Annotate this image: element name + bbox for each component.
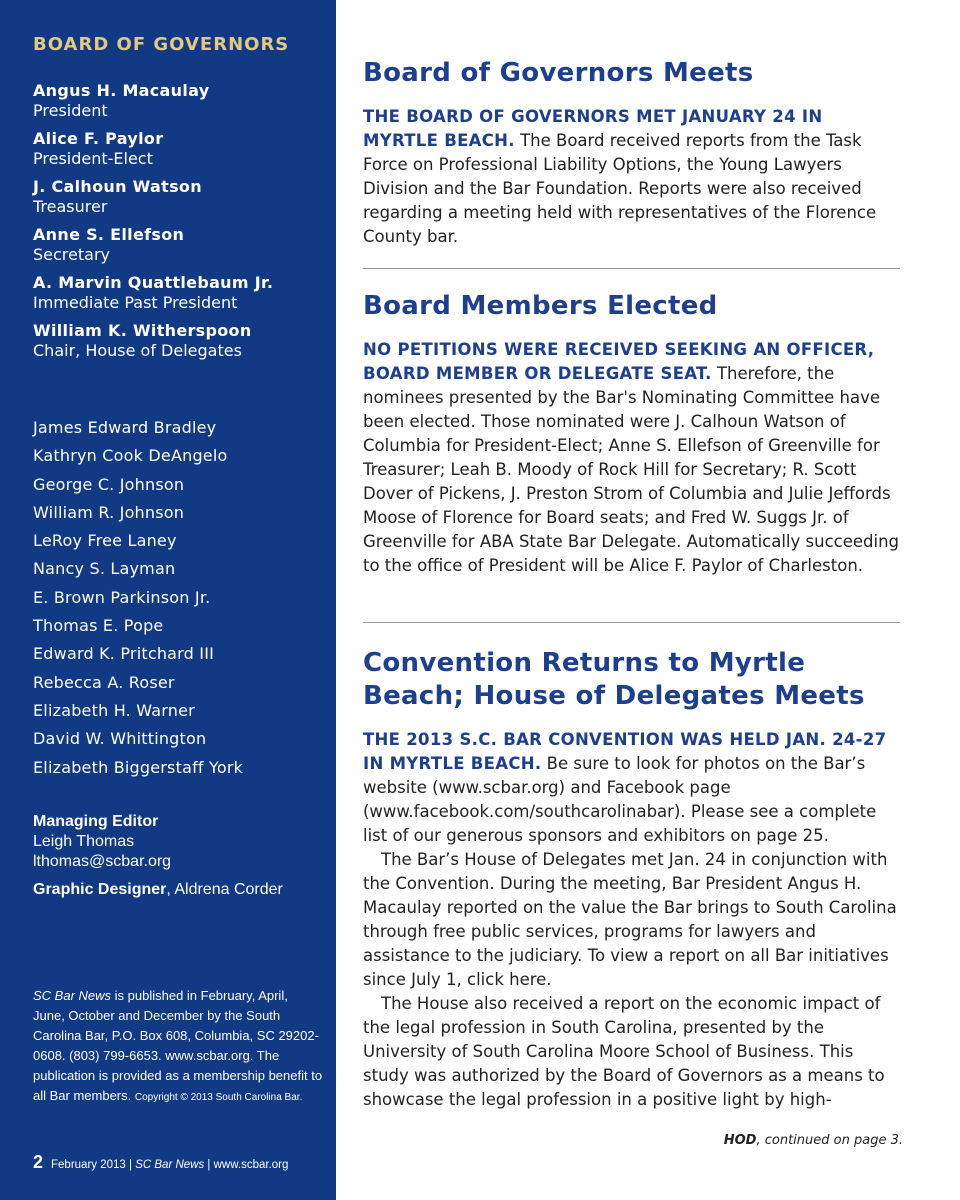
article-convention — [363, 647, 901, 1112]
article-title: Convention Returns to Myrtle Beach; House of Delegates Meets — [363, 648, 865, 711]
officer-item — [33, 321, 323, 361]
article-body — [363, 728, 901, 848]
member-name: David W. Whittington — [33, 729, 207, 749]
article-text: The Board received reports from the Task Force on Professional Liability Options, the Young Lawyers Division and the Bar Foundation. Reports were also received regarding a meeting held with representatives of the Florence County bar. — [363, 131, 877, 246]
divider — [363, 268, 900, 269]
officer-role: Chair, House of Delegates — [33, 341, 242, 360]
graphic-designer-label: Graphic Designer — [33, 881, 167, 898]
officer-name: William K. Witherspoon — [33, 321, 252, 340]
footer-date: February 2013 | — [51, 1159, 136, 1171]
officer-name: Alice F. Paylor — [33, 129, 164, 148]
member-name: LeRoy Free Laney — [33, 531, 177, 551]
member-name: Elizabeth Biggerstaff York — [33, 757, 244, 777]
member-name: Rebecca A. Roser — [33, 672, 175, 692]
divider — [363, 622, 900, 623]
managing-editor-name: Leigh Thomas — [33, 833, 135, 850]
continued-bold: HOD — [723, 1133, 757, 1148]
managing-editor-label: Managing Editor — [33, 813, 159, 830]
officer-item — [33, 177, 323, 217]
officer-name: Anne S. Ellefson — [33, 225, 185, 244]
page-number: 2 — [33, 1152, 44, 1172]
article-text: Be sure to look for photos on the Bar’s website (www.scbar.org) and Facebook page (www.facebook.com/southcarolinabar). Please see a complete list of our generous sponsors and exhibitors on page 25. — [363, 754, 877, 845]
officer-item — [33, 129, 323, 169]
members-list — [33, 414, 243, 782]
sidebar — [0, 0, 336, 1200]
article-lead: THE BOARD OF GOVERNORS MET JANUARY 24 IN MYRTLE BEACH. — [363, 107, 823, 150]
footer-pub: SC Bar News — [135, 1159, 205, 1171]
member-name: E. Brown Parkinson Jr. — [33, 587, 211, 607]
member-name: George C. Johnson — [33, 474, 185, 494]
publication-info — [33, 986, 323, 1108]
article-paragraph: The Bar’s House of Delegates met Jan. 24 in conjunction with the Convention. During the meeting, Bar President Angus H. Macaulay reported on the value the Bar brings to South Carolina through free public services, programs for lawyers and assistance to the judiciary. To view a report on all Bar initiatives since July 1, click here. — [363, 850, 897, 989]
graphic-designer-line — [33, 880, 283, 900]
member-name: Kathryn Cook DeAngelo — [33, 446, 228, 466]
article-members-elected — [363, 290, 901, 578]
member-name: Elizabeth H. Warner — [33, 700, 195, 720]
member-name: Nancy S. Layman — [33, 559, 176, 579]
officer-item — [33, 225, 323, 265]
article-paragraph: The House also received a report on the economic impact of the legal profession in South Carolina, presented by the University of South Carolina Moore School of Business. This study was authorized by the Board of Governors as a means to showcase the legal profession in a positive light by high- — [363, 994, 885, 1109]
officer-item — [33, 81, 323, 121]
officer-role: Secretary — [33, 245, 110, 264]
officer-role: President-Elect — [33, 149, 153, 168]
member-name: William R. Johnson — [33, 502, 185, 522]
officer-name: J. Calhoun Watson — [33, 177, 202, 196]
officer-role: Treasurer — [33, 197, 108, 216]
article-lead: NO PETITIONS WERE RECEIVED SEEKING AN OFFICER, BOARD MEMBER OR DELEGATE SEAT. — [363, 340, 875, 383]
board-title: BOARD OF GOVERNORS — [33, 34, 290, 55]
graphic-designer-name: , Aldrena Corder — [166, 881, 283, 898]
member-name: James Edward Bradley — [33, 418, 217, 437]
article-title: Board of Governors Meets — [363, 58, 754, 88]
member-name: Edward K. Pritchard III — [33, 644, 215, 664]
copyright: Copyright © 2013 South Carolina Bar. — [134, 1092, 303, 1103]
article-body — [363, 105, 901, 249]
article-lead: THE 2013 S.C. BAR CONVENTION WAS HELD JAN. 24-27 IN MYRTLE BEACH. — [363, 730, 887, 773]
continued-note — [724, 1133, 903, 1148]
officer-role: President — [33, 101, 108, 120]
page-footer — [33, 1152, 288, 1173]
staff-credits — [33, 812, 283, 900]
publication-text: is published in February, April, June, October and December by the South Carolina Bar, P.O. Box 608, Columbia, SC 29202-0608. (803) 799-6653. www.scbar.org. The publication is provided as a membership benefit to all Bar members. — [33, 988, 323, 1103]
article-text: Therefore, the nominees presented by the Bar's Nominating Committee have been elected. Those nominated were J. Calhoun Watson of Columbia for President-Elect; Anne S. Ellefson of Greenville for Treasurer; Leah B. Moody of Rock Hill for Secretary; R. Scott Dover of Pickens, J. Preston Strom of Columbia and Julie Jeffords Moose of Florence for Board seats; and Fred W. Suggs Jr. of Greenville for ABA State Bar Delegate. Automatically succeeding to the office of President will be Alice F. Paylor of Charleston. — [363, 364, 900, 575]
publication-title: SC Bar News — [33, 988, 112, 1003]
officer-name: Angus H. Macaulay — [33, 81, 210, 100]
member-name: Thomas E. Pope — [33, 616, 164, 636]
continued-text: , continued on page 3. — [756, 1133, 903, 1148]
article-body — [363, 338, 901, 578]
managing-editor-email[interactable]: lthomas@scbar.org — [33, 853, 172, 870]
article-board-meets — [363, 57, 901, 249]
article-title: Board Members Elected — [363, 291, 718, 321]
officer-name: A. Marvin Quattlebaum Jr. — [33, 273, 274, 292]
officers-list — [33, 81, 323, 369]
officer-item — [33, 273, 323, 313]
footer-url: | www.scbar.org — [204, 1159, 289, 1171]
officer-role: Immediate Past President — [33, 293, 238, 312]
